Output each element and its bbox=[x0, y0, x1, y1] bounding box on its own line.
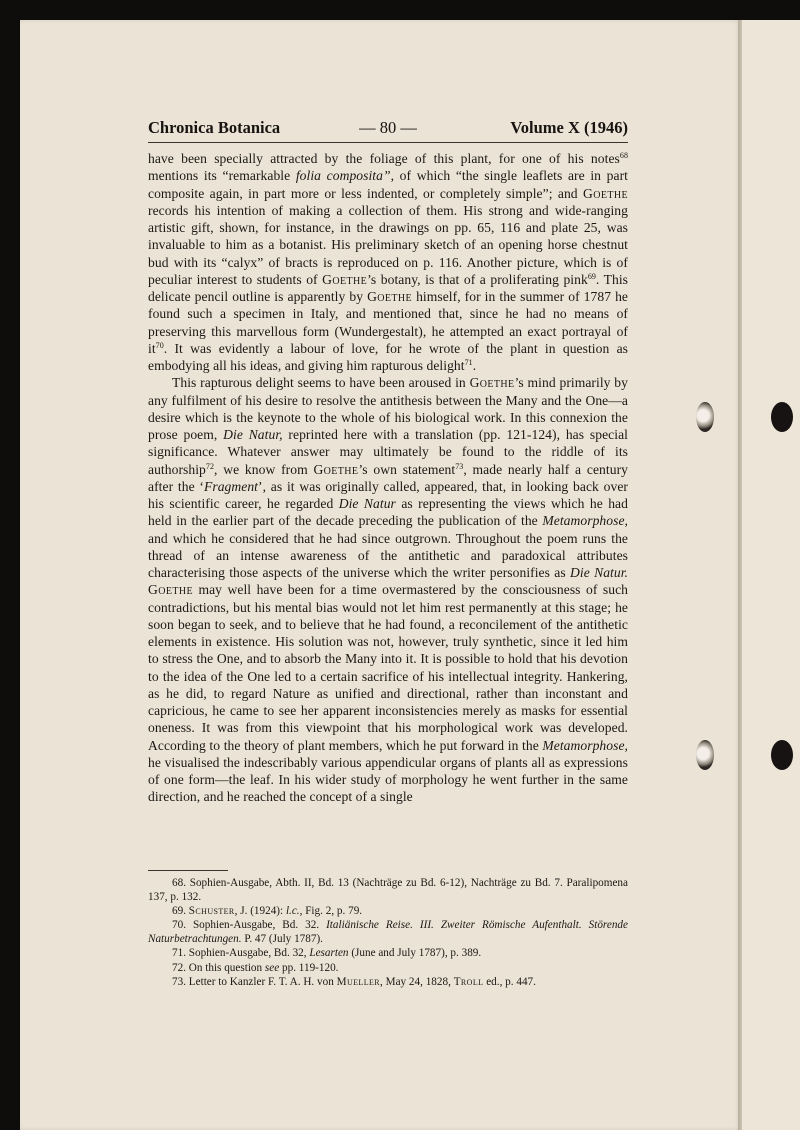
footnote-ref-68[interactable]: 68 bbox=[619, 151, 628, 160]
punch-hole-upper bbox=[771, 402, 793, 432]
author-name: Goethe bbox=[469, 375, 515, 391]
running-header bbox=[148, 118, 628, 140]
punch-hole-lower bbox=[771, 740, 793, 770]
journal-title: Chronica Botanica bbox=[148, 118, 281, 137]
page-number: — 80 — bbox=[359, 118, 417, 137]
footnote-73: 73. Letter to Kanzler F. T. A. H. von Mueller, May 24, 1828, Troll ed., p. 447. bbox=[172, 975, 536, 988]
footnote-ref-69[interactable]: 69 bbox=[587, 271, 596, 281]
header-rule bbox=[148, 142, 628, 143]
paragraph-2: This rapturous delight seems to have been aroused in Goethe’s mind primarily by any fulfilment of his desire to resolve the antithesis between the Many and the One—a desire which is the keynote to the whole of his biological work. In this connexion the prose poem, Die Natur, reprinted here with a translation (pp. 121-124), has special significance. Whatever answer may ultimately be found to the riddle of its authorship$^{72}$, we know from Goethe’s own statement$^{73}$, made nearly half a century after the ‘Fragment’, as it was originally called, appeared, that, in looking back over his scientific career, he regarded Die Natur as representing the views which he had held in the earlier part of the decade preceding the publication of the Metamorphose, and which he considered that he had since outgrown. Throughout the poem runs the thread of an intense awareness of the antithetic and paradoxical attributes characterising those aspects of the universe which the writer personifies as Die Natur. Goethe may well have been for a time overmastered by the consciousness of such contradictions, but his mental bias would not let him rest permanently at this stage; he soon began to seek, and to believe that he had found, a reconcilement of the antithetic elements in existence. His solution was not, however, truly synthetic, since it led him to stress the One, and to absorb the Many into it. It is possible to hold that his devotion to the idea of the One led to a certain sacrifice of his intellectual integrity. Hankering, as he did, to regard Nature as unified and directional, rather than inconstant and capricious, he came to see her apparent inconsistencies merely as masks for essential oneness. It was from this viewpoint that his morphological work was developed. According to the theory of plant members, which he put forward in the Metamorphose, he visualised the indescribably various appendicular organs of plants all as expressions of one form—the leaf. In his wider study of morphology he went further in the same direction, and he reached the concept of a single bbox=[148, 375, 628, 805]
footnote-68: 68. Sophien-Ausgabe, Abth. II, Bd. 13 (Nachträge zu Bd. 6-12), Nachträge zu Bd. 7. Paralipomena 137, p. 132. bbox=[148, 877, 628, 904]
footnote-70: 70. Sophien-Ausgabe, Bd. 32. Italiänische Reise. III. Zweiter Römische Aufenthalt. Störende Naturbetrachtungen. P. 47 (July 1787). bbox=[148, 919, 628, 946]
footnote-ref-72[interactable]: 72 bbox=[205, 461, 214, 471]
volume-label: Volume X (1946) bbox=[510, 118, 628, 137]
footnotes bbox=[148, 876, 628, 989]
paragraph-1: have been specially attracted by the foliage of this plant, for one of his notes$^{68}$ mentions its “remarkable folia composita”, of which “the single leaflets are in part composite again, in part more or less indented, or completely simple”; and Goethe records his intention of making a collection of them. His strong and wide-ranging artistic gift, shown, for instance, in the drawings on pp. 65, 116 and plate 25, was invaluable to him as a botanist. His preliminary sketch of an opening horse chestnut bud with its “calyx” of bracts is reproduced on p. 116. Another picture, which is of peculiar interest to students of Goethe’s botany, is that of a proliferating pink$^{69}$. This delicate pencil outline is apparently by Goethe himself, for in the summer of 1787 he found such a specimen in Italy, and mentioned that, since he had no means of preserving this marvellous form (Wundergestalt), he attempted an exact portrayal of $it^{70}$. It was evidently a labour of love, for he wrote of the plant in question as embodying all his ideas, and giving him rapturous delight$^{71}$. bbox=[148, 151, 628, 373]
footnote-rule bbox=[148, 870, 228, 871]
punch-hole-shadow-lower bbox=[696, 740, 714, 770]
author-name: Goethe bbox=[313, 461, 359, 477]
punch-hole-shadow-upper bbox=[696, 402, 714, 432]
footnote-72: 72. On this question see pp. 119-120. bbox=[172, 961, 339, 974]
footnote-ref-71[interactable]: 71 bbox=[464, 358, 473, 367]
author-name: Goethe bbox=[322, 271, 368, 287]
author-name: Goethe bbox=[148, 582, 193, 598]
footnote-ref-70[interactable]: 70 bbox=[155, 340, 164, 350]
author-name: Goethe bbox=[367, 289, 413, 304]
author-name: Goethe bbox=[583, 185, 628, 201]
footnote-71: 71. Sophien-Ausgabe, Bd. 32, Lesarten (June and July 1787), p. 389. bbox=[172, 947, 482, 960]
footnote-69: 69. Schuster, J. (1924): l.c., Fig. 2, p. 79. bbox=[172, 905, 363, 918]
main-text bbox=[148, 150, 628, 806]
footnote-ref-73[interactable]: 73 bbox=[455, 461, 464, 471]
next-page-edge bbox=[742, 20, 800, 1130]
